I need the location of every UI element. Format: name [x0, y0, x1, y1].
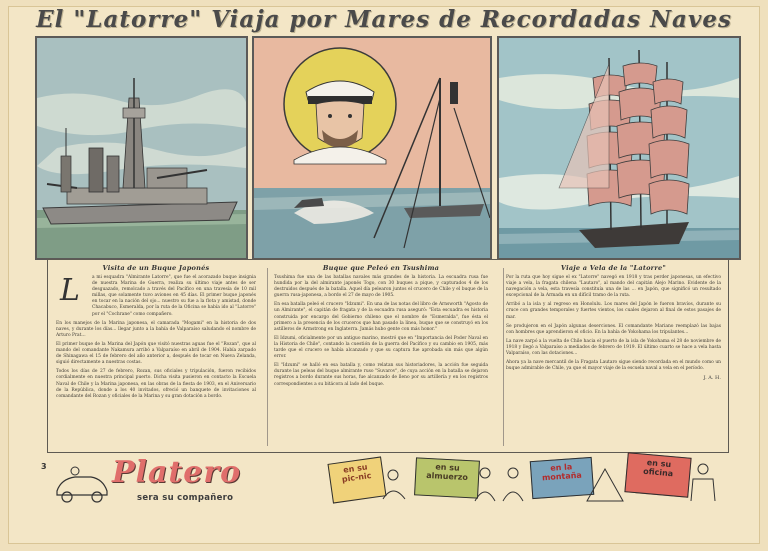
platero-advertisement [35, 455, 735, 535]
paragraph: En esa batalla peleó el crucero "Idzumi". En una de las notas del libro de Arnsworth "Agosto de un Almirante", el capitán de fragata y de la escuadra rusa aseguró: "Esta escuadra es historia construida por encargo del Gobierno chileno que el nombre de "Esmeralda", fue ésta el primero a la presencia de los cruceros que han pasado la línea, buque que se construyó en los astilleros de Armstrong en Inglaterra. Jamás hubo gente con más honor." [274, 302, 488, 332]
column-divider [503, 268, 504, 446]
page-number: 3 [41, 462, 47, 471]
tag-mountain: en la montaña [530, 457, 594, 499]
paragraph: El primer buque de la Marina del Japón que visitó nuestras aguas fue el "Rozan", que al mando del comandante Nakamura arribó a Valparaíso en abril de 1904. Había zarpado de Shinagawa el 15 de febrero del año anterior a, después de tocar en Nueva Zelanda, siguió directamente a nuestras costas. [56, 341, 256, 366]
tag-picnic: en su pic-nic [327, 456, 386, 503]
article-textbox [47, 259, 729, 453]
paragraph: Tsushima fue una de las batallas navales más grandes de la historia. La escuadra rusa fue hundida por la del almirante japonés Togo, con 30 buques a pique, y capturados 4 de los destruidos después de la batalla. Aquel día pelearon juntos el crucero de Chile y el buque de la guerra rusa-japonesa, a bordo el 27 de mayo de 1905. [274, 275, 488, 299]
column-title: Buque que Peleó en Tsushima [322, 264, 440, 272]
paragraph: La nave zarpó a la vuelta de Chile hacia el puerto de la isla de Yokohama el 28 de noviembre de 1918 y llegó a Valparaíso a mediados de febrero de 1919. El último cuarto se hace a vela hasta Valparaíso, con las dotaciones... [506, 338, 721, 357]
paragraph: Ahora ya la nave mercantil de la Fragata Lautaro sigue siendo recordada en el mundo como un buque admirable de Chile, ya que el mayor viaje de la escuela naval a vela en el período. [506, 360, 721, 372]
column-divider [267, 268, 268, 446]
battleship-illustration [35, 36, 248, 260]
tagline: sera su compañero [137, 493, 234, 503]
office-sketch-icon [683, 461, 723, 503]
paragraph: Se produjeron en el Japón algunas deserciones. El comandante Mariano reemplazó las bajas con hombres que aprendieron el oficio. En la bahía de Yokohama los tripulantes... [506, 323, 721, 335]
article-column-1 [56, 264, 256, 400]
paragraph: El Idzumi, oficialmente por un antiguo marino, mostró que en "Importancia del Poder Naval en la Historia de Chile", contando la cuestión de la guerra del Pacífico y su cambio en 1905, más tarde que el crucero se había alcanzado y que su captura fue aprobada sin más que algún error. [274, 335, 488, 360]
mountain-sketch-icon [585, 463, 625, 503]
tag-office: en su oficina [624, 452, 691, 497]
paragraph: Por la ruta que hoy sigue el ex "Latorre" navegó en 1918 y tras perder japonesas, un efectivo viaje a vela, la fragata chilena "Lautaro", al mando del capitán Alejo Marino. Evidente de la navegación a vela, esta travesía constituía una de las ... en Japón, que significó un resultado excepcional de la Armada en un difícil tramo de la ruta. [506, 275, 721, 299]
sailing-ship-illustration [497, 36, 741, 260]
page-headline: El "Latorre" Viaja por Mares de Recordadas Naves [36, 6, 732, 33]
paragraph: Arribó a la isla y al regreso en Honolulu. Los mares del Japón le fueron bravíos, durante su cruce con grandes temporales y fuertes vientos, los cuales dejaron al final de estos pasajes de mar. [506, 302, 721, 320]
lunch-sketch-icon [473, 463, 529, 503]
column-title: Visita de un Buque Japonés [102, 264, 210, 272]
article-column-2 [274, 264, 488, 388]
author-initials: J. A. H. [703, 375, 721, 382]
paragraph: a mi esquadra "Almirante Latorre", que fue el acorazado buque insignia de nuestra Marina de Guerra, realiza su último viaje antes de ser desguazado, remolcado a través del Pacífico en una travesía de 10 mil millas, que solamente tuvo aviones en 45 días. El primer buque japonés en tocar en la nación del ojo... nuestro su fue a la flota y amistad, donde Chacabuco, Esmeralda, por la ruta de la Oficina se había ido al "Latorre" por el "Cochrane" como compañero. [92, 275, 256, 317]
drop-cap: L [60, 273, 80, 308]
paragraph: En los manejos de la Marina japonesa, el camarada "Mogami" en la historia de dos naves, y durante los días... llegar junto a la bahía de Valparaíso saludando el nombre de Arturo Prat... [56, 320, 256, 338]
column-title: Viaje a Vela de la "Latorre" [560, 264, 667, 272]
picnic-sketch-icon [379, 465, 415, 501]
brand-logo: Platero [112, 455, 242, 490]
article-column-3 [506, 264, 721, 381]
tag-lunch: en su almuerzo [414, 457, 480, 498]
paragraph: Todos los días de 27 de febrero, Rozan, sus oficiales y tripulación, fueron recibidos cordialmente en nuestra principal puerto. Dicha visita pusieron en contacto la Escuela Naval de Chile y la Marina japonesa, en las obras de la fiesta de 1903, en el Aniversario de la República, donde a los 40 invitados, ofreció un banquete de invitaciones al comandante del Rozan y oficiales de la Marina y su gran dotación a bordo. [56, 369, 256, 399]
paragraph: El "Idzumi" se halló en esa batalla y, como relatan sus historiadores, la acción fue seguida durante las peleas del buque almirante ruso "Suvarov", de cuya acción en la batalla se dejaron registros a bordo durante sus horas, fue alcanzado de lleno por su artillería y en los registros correspondientes a su bitácora al lado del buque. [274, 363, 488, 387]
car-sketch-icon [51, 461, 113, 505]
officer-portrait-illustration [252, 36, 492, 260]
